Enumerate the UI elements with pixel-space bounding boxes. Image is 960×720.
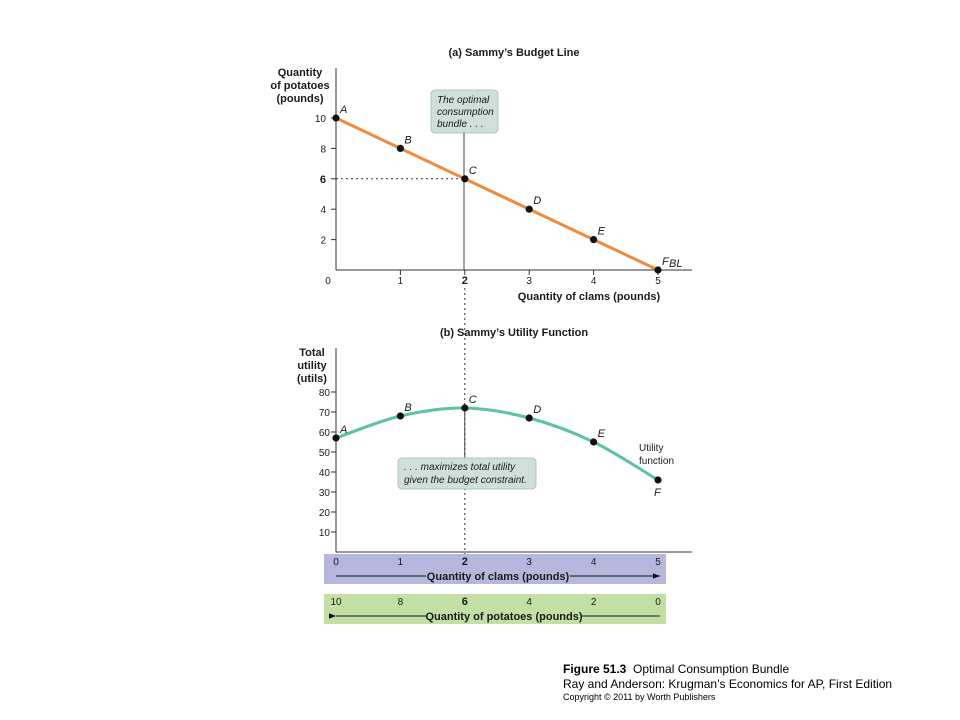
potatoes-tick-label-2: 6 (461, 596, 468, 608)
panel-a-ylabel-line3: (pounds) (276, 93, 324, 105)
utility-point-label-B: B (404, 402, 412, 414)
panel-b-ytick-label-4: 50 (318, 448, 330, 459)
budget-point-label-A: A (340, 104, 348, 116)
annotation-line1: The optimal (437, 95, 490, 106)
caption-title-line (563, 662, 892, 677)
panel-a-ytick-label-4: 10 (314, 114, 326, 125)
budget-point-label-C: C (468, 164, 477, 177)
budget-point-E (590, 236, 597, 243)
panel-b-ytick-label-2: 30 (318, 488, 330, 499)
panel-b-ytick-label-6: 70 (318, 408, 330, 419)
utility-point-B (397, 412, 404, 419)
panel-a-xtick-label-1: 1 (397, 276, 404, 287)
panel-a-xtick-label-5: 5 (655, 276, 661, 287)
potatoes-axis-band (324, 594, 666, 624)
utility-point-E (590, 438, 597, 445)
clams-tick-label-4: 4 (590, 557, 597, 568)
utility-point-A (332, 434, 339, 441)
clams-axis-label: Quantity of clams (pounds) (426, 571, 570, 583)
clams-axis-band (324, 554, 666, 584)
potatoes-tick-label-4: 2 (590, 597, 597, 608)
annotation-line3: bundle . . . (437, 119, 484, 130)
panel-b-ytick-label-3: 40 (318, 468, 330, 479)
utility-point-label-E: E (597, 428, 605, 440)
budget-line-label: BL (669, 258, 683, 270)
panel-budget-line (270, 47, 692, 303)
panel-a-ytick-label-2: 6 (319, 173, 326, 186)
budget-point-A (332, 114, 339, 121)
annotation-b-line1: . . . maximizes total utility (404, 462, 516, 473)
panel-a-xtick-label-2: 2 (461, 275, 468, 287)
annotation-line2: consumption (437, 107, 494, 118)
budget-point-label-E: E (597, 225, 605, 238)
panel-a-ylabel-line1: Quantity (277, 67, 323, 79)
panel-b-ylabel-line3: (utils) (297, 373, 327, 385)
utility-point-label-D: D (533, 404, 542, 416)
utility-point-D (526, 414, 533, 421)
caption-figure-label: Figure 51.3 (563, 662, 627, 676)
panel-b-ytick-label-0: 10 (318, 528, 330, 539)
potatoes-axis-label: Quantity of potatoes (pounds) (425, 611, 583, 623)
figure-caption (563, 662, 892, 703)
utility-point-C (461, 404, 468, 411)
budget-point-C (461, 175, 468, 182)
caption-copyright: Copyright © 2011 by Worth Publishers (563, 692, 716, 702)
panel-a-xtick-label-3: 3 (526, 276, 532, 287)
annotation-b-line2: given the budget constraint. (404, 475, 527, 486)
utility-curve-label-line2: function (639, 456, 675, 467)
utility-point-label-C: C (468, 394, 477, 406)
budget-point-B (397, 145, 404, 152)
caption-source: Ray and Anderson: Krugman’s Economics for AP, First Edition (563, 677, 893, 691)
caption-figure-title: Optimal Consumption Bundle (633, 662, 790, 676)
potatoes-tick-label-1: 8 (397, 597, 404, 608)
panel-a-xtick-label-4: 4 (590, 276, 597, 287)
utility-point-label-A: A (340, 424, 348, 436)
utility-point-label-F: F (654, 487, 661, 499)
budget-point-F (654, 266, 661, 273)
panel-b-title: (b) Sammy’s Utility Function (439, 327, 589, 339)
panel-a-ytick-label-3: 8 (320, 144, 326, 156)
panel-utility-function (297, 327, 692, 624)
budget-point-label-F: F (662, 256, 669, 268)
budget-point-label-B: B (404, 134, 412, 147)
panel-b-ytick-label-5: 60 (318, 428, 330, 439)
panel-b-ytick-label-7: 80 (318, 388, 330, 399)
budget-point-label-D: D (533, 195, 542, 208)
panel-a-ytick-label-1: 4 (320, 205, 326, 217)
panel-b-ylabel-line2: utility (297, 360, 327, 372)
budget-line (336, 118, 658, 270)
potatoes-tick-label-0: 10 (330, 597, 342, 608)
panel-b-annotation (398, 458, 536, 489)
panel-a-ytick-label-0: 2 (320, 235, 326, 247)
panel-a-origin-label: 0 (325, 276, 331, 287)
panel-a-xlabel: Quantity of clams (pounds) (517, 291, 661, 303)
clams-tick-label-5: 5 (655, 557, 661, 568)
panel-b-ytick-label-1: 20 (318, 508, 330, 519)
budget-point-D (526, 206, 533, 213)
clams-tick-label-1: 1 (397, 557, 404, 568)
clams-tick-label-3: 3 (526, 557, 532, 568)
panel-b-ylabel-line1: Total (299, 347, 325, 359)
panel-a-ylabel-line2: of potatoes (270, 80, 330, 92)
clams-tick-label-0: 0 (333, 557, 339, 568)
utility-point-F (654, 476, 661, 483)
potatoes-tick-label-5: 0 (655, 597, 661, 608)
panel-a-title: (a) Sammy’s Budget Line (448, 47, 580, 59)
clams-tick-label-2: 2 (461, 556, 468, 568)
potatoes-tick-label-3: 4 (526, 597, 532, 608)
utility-curve-label-line1: Utility (639, 443, 664, 454)
